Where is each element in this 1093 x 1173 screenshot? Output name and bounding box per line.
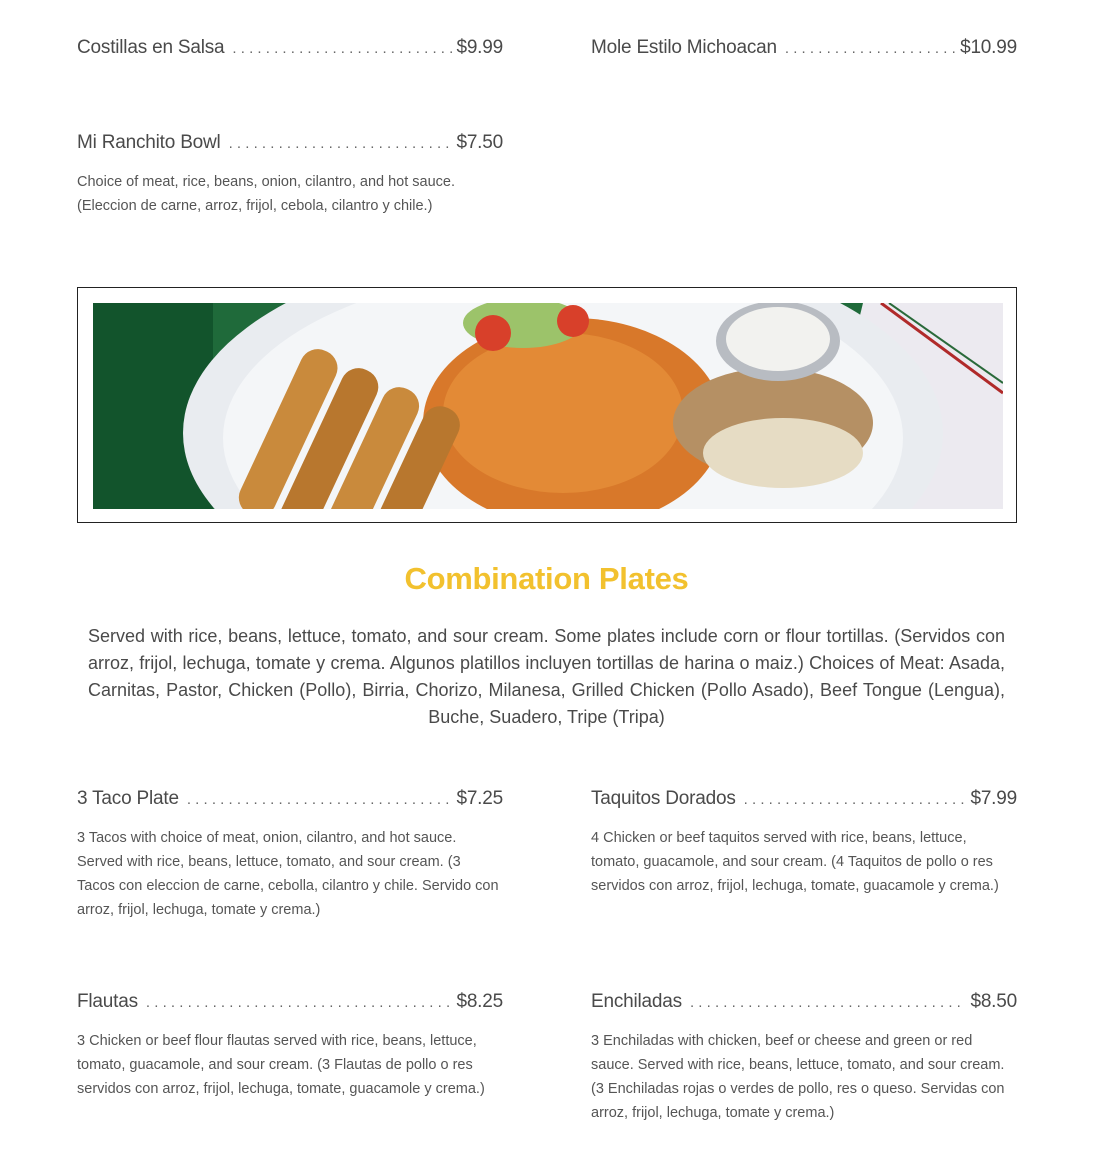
section-title: Combination Plates [404, 561, 689, 596]
dot-leader [690, 994, 967, 1011]
item-price: $8.25 [456, 991, 503, 1012]
item-price: $8.50 [970, 991, 1017, 1012]
item-price: $7.50 [456, 132, 503, 153]
menu-item-ranchito-bowl [77, 132, 503, 218]
menu-item-costillas [77, 37, 503, 59]
dot-leader [146, 994, 453, 1011]
item-description: 3 Tacos with choice of meat, onion, cilantro, and hot sauce. Served with rice, beans, lettuce, tomato, and sour cream. (3 Tacos con eleccion de carne, cebolla, cilantro y chile. Servido con arroz, frijol, lechuga, tomate y crema.) [77, 830, 499, 918]
item-price: $10.99 [960, 37, 1017, 58]
item-price: $7.25 [456, 788, 503, 809]
menu-item-3-taco-plate [77, 788, 503, 922]
menu-item-flautas [77, 991, 503, 1101]
food-photo [93, 303, 1003, 509]
taquitos-plate-illustration [93, 303, 1003, 509]
item-description: Choice of meat, rice, beans, onion, cilantro, and hot sauce. (Eleccion de carne, arroz, frijol, cebola, cilantro y chile.) [77, 174, 456, 214]
dot-leader [229, 135, 453, 152]
item-price: $9.99 [456, 37, 503, 58]
item-name: Flautas [77, 991, 138, 1012]
item-price: $7.99 [970, 788, 1017, 809]
dot-leader [744, 791, 967, 808]
dot-leader [187, 791, 453, 808]
item-name: Taquitos Dorados [591, 788, 736, 809]
item-description: 3 Enchiladas with chicken, beef or cheese and green or red sauce. Served with rice, beans, lettuce, tomato, and sour cream. (3 Enchiladas rojas o verdes de pollo, res o queso. Servidas con arroz, frijol, lechuga, tomate y crema.) [591, 1033, 1005, 1121]
menu-item-taquitos-dorados [591, 788, 1017, 898]
food-photo-frame [77, 287, 1017, 523]
item-name: Costillas en Salsa [77, 37, 225, 58]
item-description: 4 Chicken or beef taquitos served with rice, beans, lettuce, tomato, guacamole, and sour cream. (4 Taquitos de pollo o res servidos con arroz, frijol, lechuga, tomate, guacamole y crema.) [591, 830, 999, 894]
item-name: 3 Taco Plate [77, 788, 179, 809]
section-intro: Served with rice, beans, lettuce, tomato, and sour cream. Some plates include corn or flour tortillas. (Servidos con arroz, frijol, lechuga, tomate y crema. Algunos platillos incluyen tortillas de harina o maiz.) Choices of Meat: Asada, Carnitas, Pastor, Chicken (Pollo), Birria, Chorizo, Milanesa, Grilled Chicken (Pollo Asado), Beef Tongue (Lengua), Buche, Suadero, Tripe (Tripa) [88, 626, 1005, 727]
menu-item-mole [591, 37, 1017, 59]
dot-leader [785, 40, 956, 57]
item-name: Mi Ranchito Bowl [77, 132, 221, 153]
item-name: Mole Estilo Michoacan [591, 37, 777, 58]
item-name: Enchiladas [591, 991, 682, 1012]
item-description: 3 Chicken or beef flour flautas served with rice, beans, lettuce, tomato, guacamole, and sour cream. (3 Flautas de pollo o res servidos con arroz, frijol, lechuga, tomate, guacamole y crema.) [77, 1033, 485, 1097]
dot-leader [232, 40, 452, 57]
menu-item-enchiladas [591, 991, 1017, 1125]
